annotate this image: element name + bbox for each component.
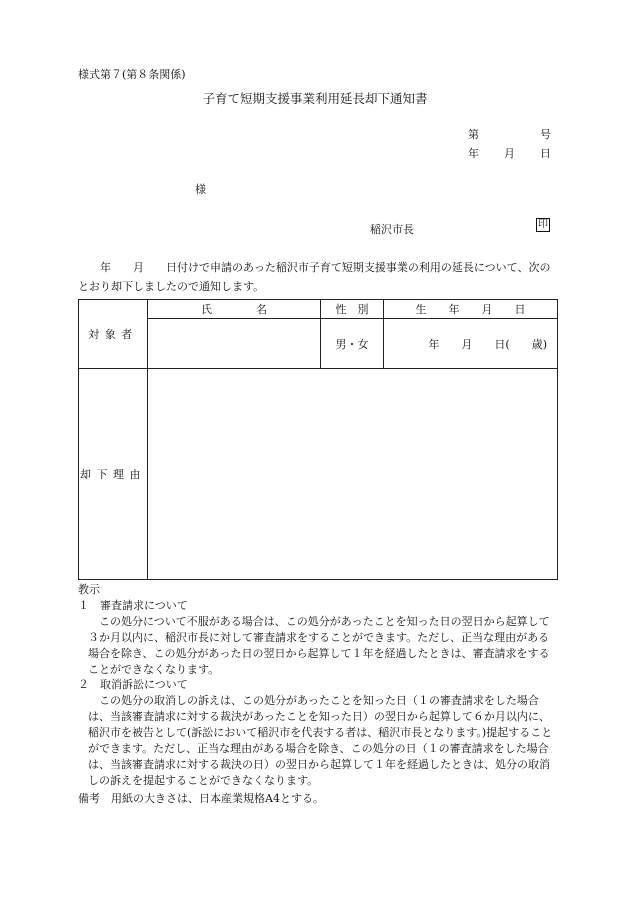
number-prefix: 第: [468, 128, 479, 141]
issuer-name: 稲沢市長: [370, 223, 414, 236]
date-year: 年: [468, 147, 479, 160]
birth-header: 生 年 月 日: [384, 300, 558, 319]
document-title: 子育て短期支援事業利用延長却下通知書: [202, 91, 428, 106]
date-month: 月: [504, 147, 515, 160]
sex-header: 性 別: [321, 300, 384, 319]
remark: 備考 用紙の大きさは、日本産業規格A4とする。: [78, 792, 324, 805]
birth-cell: 年 月 日( 歳): [384, 319, 558, 369]
subject-label: 対象者: [79, 300, 148, 369]
name-header: 氏 名: [148, 300, 321, 319]
notes-item1-text: この処分について不服がある場合は、この処分があったことを知った日の翌日から起算して３か月以内に、稲沢市長に対して審査請求をすることができます。ただし、正当な理由がある場合を除き、この処分があった日の翌日から起算して１年を経過したときは、審査請求をすることができなくなります。: [88, 615, 550, 676]
notes-item1-title: １ 審査請求について: [78, 599, 188, 612]
subject-table: [78, 299, 558, 580]
date-day: 日: [540, 147, 551, 160]
name-cell: [148, 319, 321, 369]
reason-cell: [148, 369, 558, 580]
notes-heading: 教示: [78, 583, 100, 596]
notes-item2-title: ２ 取消訴訟について: [78, 678, 188, 691]
form-number: 様式第７(第８条関係): [78, 68, 186, 81]
reason-label: 却下理由: [79, 369, 148, 580]
seal-mark: 印: [538, 219, 548, 230]
notice-body: 年 月 日付けで申請のあった稲沢市子育て短期支援事業の利用の延長について、次のとおり却下しましたので通知します。: [78, 261, 551, 293]
addressee: 様: [195, 183, 206, 196]
number-suffix: 号: [540, 128, 551, 141]
notes-item2-text: この処分の取消しの訴えは、この処分があったことを知った日（１の審査請求をした場合は、当該審査請求に対する裁決があったことを知った日）の翌日から起算して６か月以内に、稲沢市を被告として(訴訟において稲沢市を代表する者は、稲沢市長となります。)提起することができます。ただし、正当な理由がある場合を除き、この処分の日（１の審査請求をした場合は、当該審査請求に対する裁決の日）の翌日から起算して１年を経過したときは、処分の取消しの訴えを提起することができなくなります。: [88, 694, 553, 787]
sex-cell: 男・女: [321, 319, 384, 369]
